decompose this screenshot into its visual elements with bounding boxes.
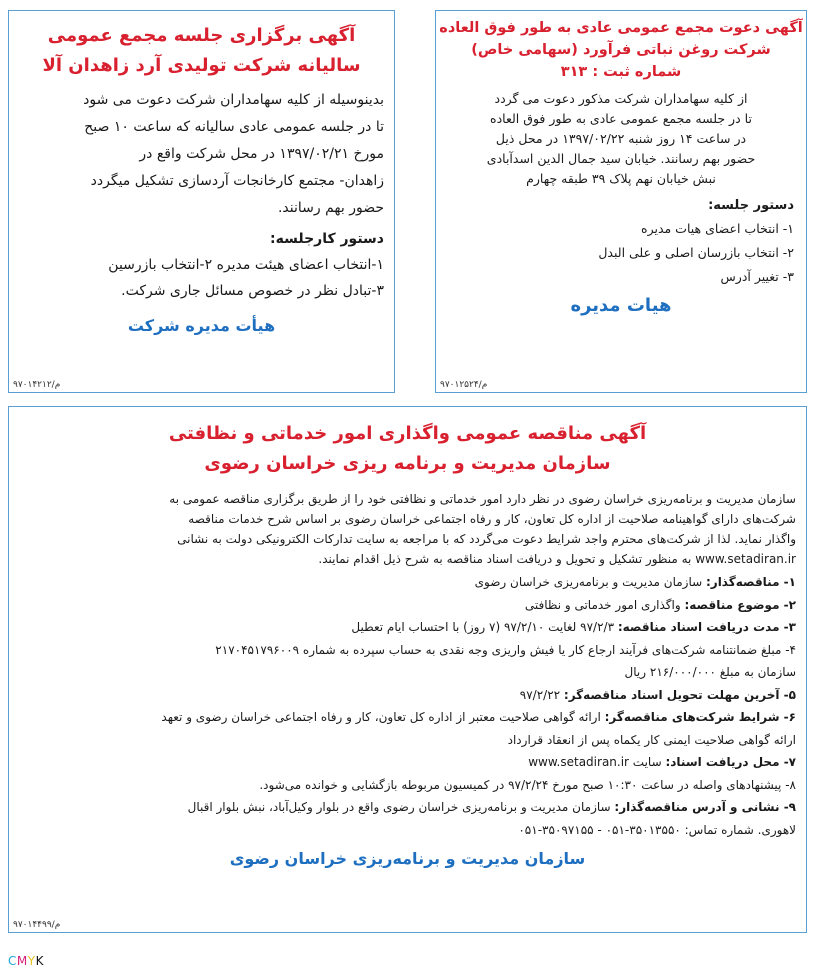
tender-item-label: ۹- نشانی و آدرس مناقصه‌گذار: <box>614 800 796 814</box>
tender-item <box>19 594 796 617</box>
agenda-item: ۱-انتخاب اعضای هیئت مدیره ۲-انتخاب بازرسین <box>108 257 384 273</box>
tender-item <box>19 751 796 774</box>
tender-item-text: سایت www.setadiran.ir <box>528 755 666 769</box>
body-line: زاهدان- مجتمع کارخانجات آردسازی تشکیل میگردد <box>90 173 384 189</box>
tender-item <box>19 661 796 684</box>
intro-line: شرکت‌های دارای گواهینامه صلاحیت از اداره کل تعاون، کار و رفاه اجتماعی خراسان رضوی بر اساس شرح خدمات مناقصه <box>188 512 796 526</box>
tender-item-text: ارائه گواهی صلاحیت معتبر از اداره کل تعاون، کار و رفاه اجتماعی خراسان رضوی و تعهد <box>161 710 605 724</box>
ad-tender-khorasan <box>8 406 807 933</box>
tender-item-text: ۸- پیشنهادهای واصله در ساعت ۱۰:۳۰ صبح مورخ ۹۷/۲/۲۴ در کمیسیون مربوطه بازگشایی و خوانده می‌شود. <box>259 777 796 792</box>
body-line: تا در جلسه مجمع عمومی عادی به طور فوق العاده <box>490 111 752 126</box>
cmyk-c: C <box>8 954 17 968</box>
ad-title-line2: شرکت روغن نباتی فرآورد (سهامی خاص) <box>471 42 771 58</box>
tender-item-text: سازمان مدیریت و برنامه‌ریزی خراسان رضوی <box>474 575 706 589</box>
agenda-item: ۳-تبادل نظر در خصوص مسائل جاری شرکت. <box>121 283 384 299</box>
tender-item-text: سازمان به مبلغ ۲۱۶/۰۰۰/۰۰۰ ریال <box>624 665 796 679</box>
body-line: مورخ ۱۳۹۷/۰۲/۲۱ در محل شرکت واقع در <box>139 146 384 162</box>
tender-item-text: سازمان مدیریت و برنامه‌ریزی خراسان رضوی واقع در بلوار وکیل‌آباد، نبش بلوار اقبال <box>187 800 615 814</box>
agenda-item: ۳- تغییر آدرس <box>720 269 794 284</box>
tender-item <box>19 729 796 752</box>
tender-item <box>19 639 796 662</box>
ad-meeting-invitation-faravard <box>435 10 807 393</box>
agenda-title: دستور جلسه: <box>708 198 794 213</box>
agenda-title: دستور کارجلسه: <box>270 231 384 247</box>
tender-item-label: ۲- موضوع مناقصه: <box>684 597 796 612</box>
tender-items <box>9 569 806 841</box>
tender-item-label: ۵- آخرین مهلت تحویل اسناد مناقصه‌گر: <box>563 687 796 702</box>
intro-line: www.setadiran.ir به منظور تشکیل و تحویل و دریافت اسناد مناقصه به شرح ذیل اقدام نمایند. <box>318 552 796 566</box>
ad-title-line2: سازمان مدیریت و برنامه ریزی خراسان رضوی <box>204 453 611 474</box>
intro-line: سازمان مدیریت و برنامه‌ریزی خراسان رضوی در نظر دارد امور خدماتی و نظافتی خود را از طریق برگزاری مناقصه عمومی به <box>169 492 796 506</box>
agenda-list <box>9 252 394 304</box>
body-line: تا در جلسه عمومی عادی سالیانه که ساعت ۱۰ صبح <box>84 119 384 135</box>
tender-item-text: ارائه گواهی صلاحیت ایمنی کار یکماه پس از انعقاد قرارداد <box>507 732 796 747</box>
cmyk-k: K <box>35 954 44 968</box>
agenda-item: ۱- انتخاب اعضای هیات مدیره <box>641 221 794 236</box>
agenda-item: ۲- انتخاب بازرسان اصلی و علی البدل <box>598 245 794 260</box>
tender-item-text: ۹۷/۲/۲۲ <box>519 687 564 702</box>
intro-line: واگذار نماید. لذا از شرکت‌های محترم واجد شرایط دعوت می‌گردد که با مراجعه به سایت تدارکات الکترونیکی دولت به نشانی <box>177 532 796 546</box>
body-line: بدینوسیله از کلیه سهامداران شرکت دعوت می شود <box>83 92 384 108</box>
ad-title-line2: سالیانه شرکت تولیدی آرد زاهدان آلا <box>42 55 361 76</box>
ad-body <box>436 83 806 189</box>
tender-item-label: ۳- مدت دریافت اسناد مناقصه: <box>617 620 796 634</box>
ad-title-line1: آگهی مناقصه عمومی واگذاری امور خدماتی و نظافتی <box>168 423 647 444</box>
tender-item <box>19 796 796 819</box>
cmyk-marker <box>8 954 44 968</box>
ad-body <box>9 81 394 222</box>
tender-item-text: لاهوری. شماره تماس: ۳۵۰۱۳۵۵۰-۰۵۱ - ۳۵۰۹۷۱۵۵-۰۵۱ <box>518 822 796 837</box>
tender-intro <box>9 479 806 569</box>
ad-code: م/۹۷۰۱۴۲۱۲ <box>13 380 61 390</box>
tender-item <box>19 616 796 639</box>
tender-item-label: ۱- مناقصه‌گذار: <box>705 575 796 589</box>
body-line: حضور بهم رسانند. <box>277 200 384 216</box>
tender-item <box>19 819 796 842</box>
cmyk-m: M <box>16 954 28 968</box>
registration-number: شماره ثبت : ۳۱۳ <box>560 64 682 80</box>
body-line: نبش خیابان نهم پلاک ۳۹ طبقه چهارم <box>526 171 716 186</box>
ad-code: م/۹۷۰۱۲۵۲۴ <box>440 380 488 390</box>
ad-title-line1: آگهی برگزاری جلسه مجمع عمومی <box>47 25 356 46</box>
ad-code: م/۹۷۰۱۴۴۹۹ <box>13 920 61 930</box>
signature: هیات مدیره <box>570 295 672 316</box>
ad-title-line1: آگهی دعوت مجمع عمومی عادی به طور فوق العاده <box>439 20 803 36</box>
body-line: از کلیه سهامداران شرکت مذکور دعوت می گردد <box>494 91 748 106</box>
ad-annual-meeting-zahedan <box>8 10 395 393</box>
body-line: حضور بهم رسانند. خیابان سید جمال الدین اسدآبادی <box>486 151 756 166</box>
signature: سازمان مدیریت و برنامه‌ریزی خراسان رضوی <box>229 849 586 868</box>
tender-item <box>19 706 796 729</box>
body-line: در ساعت ۱۴ روز شنبه ۱۳۹۷/۰۲/۲۲ در محل ذیل <box>495 131 747 146</box>
tender-item <box>19 684 796 707</box>
signature: هیأت مدیره شرکت <box>127 316 276 335</box>
tender-item-label: ۷- محل دریافت اسناد: <box>665 755 796 769</box>
tender-item-text: ۴- مبلغ ضمانتنامه شرکت‌های فرآیند ارجاع کار یا فیش واریزی وجه نقدی به حساب سپرده به شماره ۲۱۷۰۴۵۱۷۹۶۰۰۹ <box>215 642 796 657</box>
tender-item-text: ۹۷/۲/۳ لغایت ۹۷/۲/۱۰ (۷ روز) با احتساب ایام تعطیل <box>351 620 618 634</box>
tender-item-text: واگذاری امور خدماتی و نظافتی <box>524 597 685 612</box>
cmyk-y: Y <box>27 954 36 968</box>
agenda-list <box>436 217 806 289</box>
tender-item <box>19 774 796 797</box>
tender-item-label: ۶- شرایط شرکت‌های مناقصه‌گر: <box>604 710 796 724</box>
tender-item <box>19 571 796 594</box>
